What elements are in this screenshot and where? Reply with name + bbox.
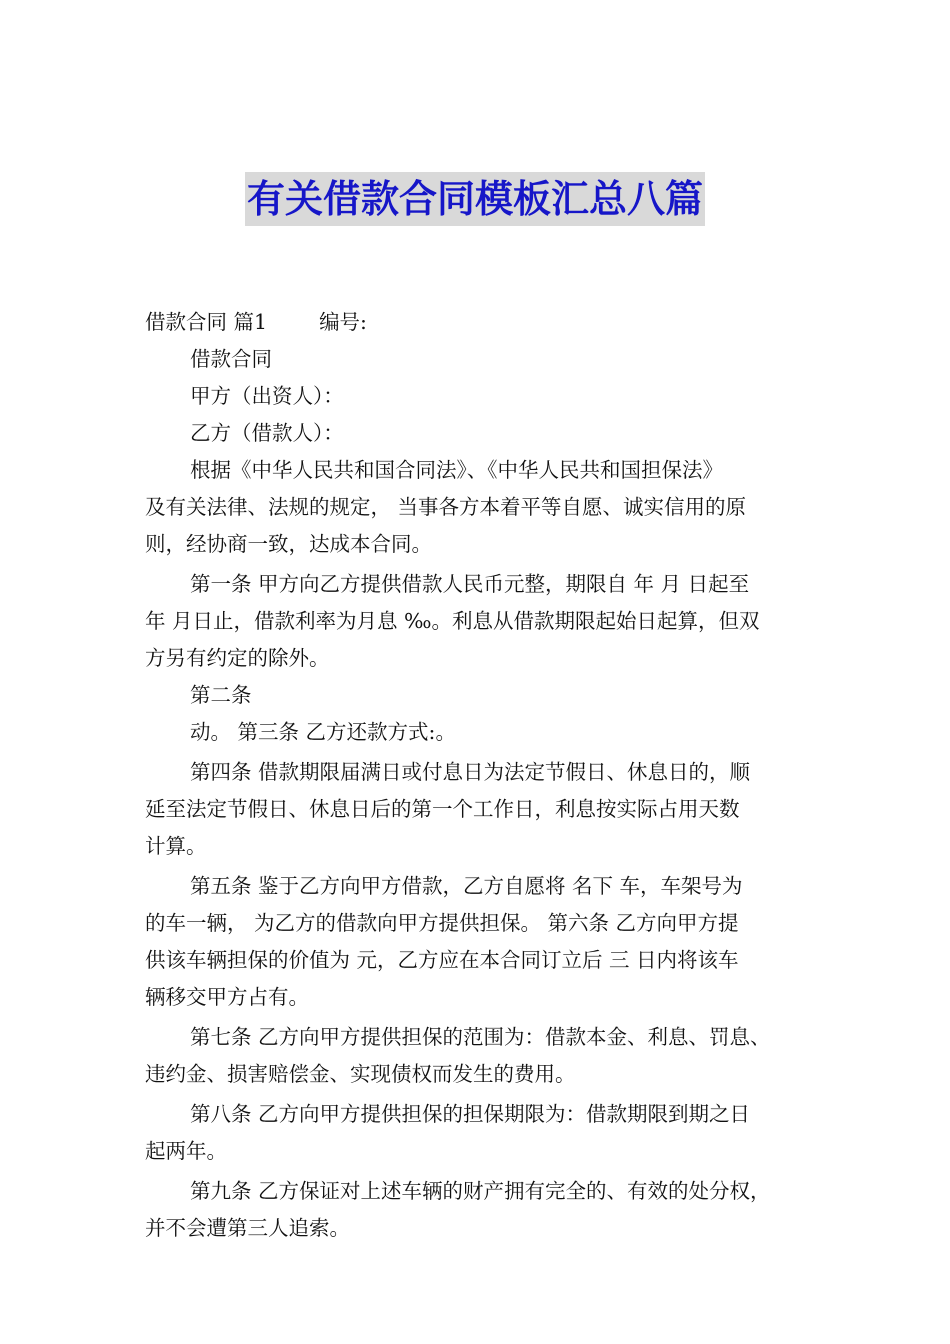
paragraph-line: 供该车辆担保的价值为 元，乙方应在本合同订立后 三 日内将该车 [145, 948, 739, 972]
paragraph-line: 起两年。 [145, 1139, 227, 1163]
party-a-line: 甲方（出资人）： [190, 384, 344, 408]
paragraph-line: 计算。 [145, 834, 207, 858]
article-4-line: 第四条 借款期限届满日或付息日为法定节假日、休息日的，顺 [190, 760, 751, 784]
article-3-line: 动。 第三条 乙方还款方式:。 [190, 720, 456, 744]
article-7-line: 第七条 乙方向甲方提供担保的范围为：借款本金、利息、罚息、 [190, 1025, 771, 1049]
document-title-wrap [0, 172, 950, 226]
paragraph-line: 延至法定节假日、休息日后的第一个工作日，利息按实际占用天数 [145, 797, 740, 821]
paragraph-line: 及有关法律、法规的规定， 当事各方本着平等自愿、诚实信用的原 [145, 495, 747, 519]
paragraph-line: 并不会遭第三人追索。 [145, 1216, 350, 1240]
paragraph-line: 辆移交甲方占有。 [145, 985, 309, 1009]
article-5-line: 第五条 鉴于乙方向甲方借款，乙方自愿将 名下 车，车架号为 [190, 874, 743, 898]
article-2-line: 第二条 [190, 683, 252, 707]
paragraph-line: 方另有约定的除外。 [145, 646, 330, 670]
party-b-line: 乙方（借款人）： [190, 421, 344, 445]
paragraph-line: 根据《中华人民共和国合同法》、《中华人民共和国担保法》 [190, 458, 723, 482]
paragraph-line: 年 月日止，借款利率为月息 ‰。利息从借款期限起始日起算，但双 [145, 609, 760, 633]
article-9-line: 第九条 乙方保证对上述车辆的财产拥有完全的、有效的处分权， [190, 1179, 771, 1203]
paragraph-line: 的车一辆， 为乙方的借款向甲方提供担保。 第六条 乙方向甲方提 [145, 911, 739, 935]
contract-heading: 借款合同 [190, 347, 272, 371]
document-body [145, 304, 810, 1247]
article-1-line: 第一条 甲方向乙方提供借款人民币元整，期限自 年 月 日起至 [190, 572, 750, 596]
document-title: 有关借款合同模板汇总八篇 [245, 172, 705, 226]
number-label: 编号: [319, 310, 367, 334]
article-8-line: 第八条 乙方向甲方提供担保的担保期限为：借款期限到期之日 [190, 1102, 751, 1126]
section-label: 借款合同 篇1 [145, 310, 268, 334]
paragraph-line: 则，经协商一致，达成本合同。 [145, 532, 432, 556]
paragraph-line: 违约金、损害赔偿金、实现债权而发生的费用。 [145, 1062, 576, 1086]
section-header [145, 304, 810, 341]
